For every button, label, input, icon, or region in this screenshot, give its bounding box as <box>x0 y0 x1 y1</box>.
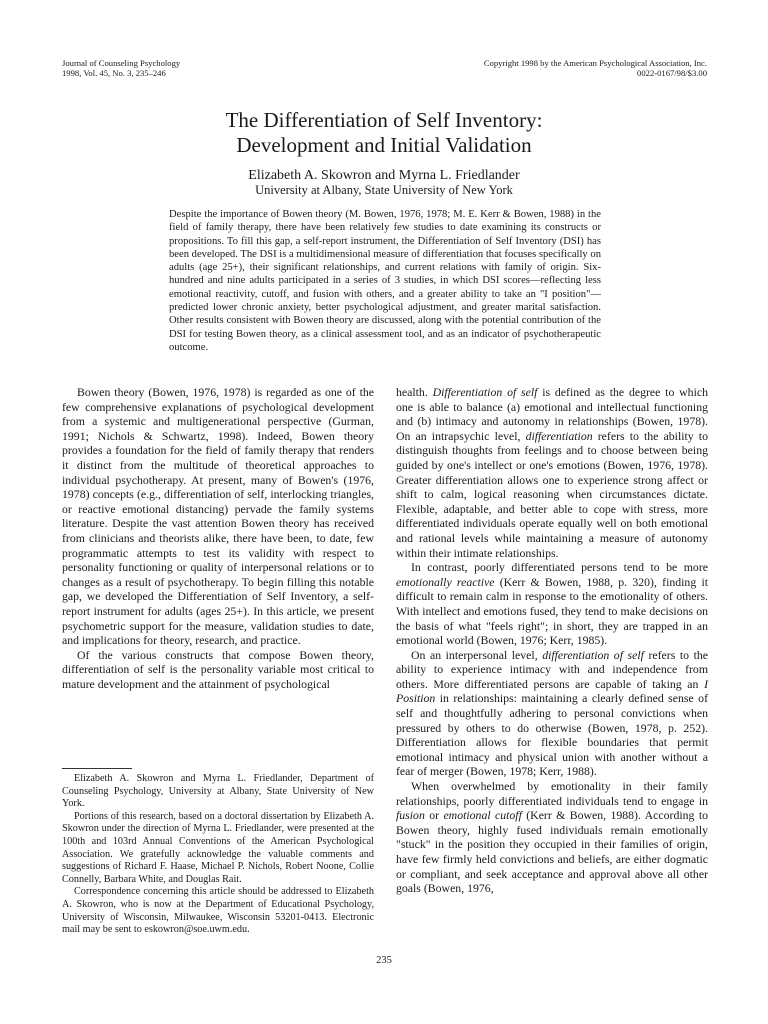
author-note <box>62 773 374 937</box>
body-paragraph <box>396 385 708 560</box>
text-run: in relationships: maintaining a clearly defined sense of self and thoughtfully adhering to personal convictions when pressured by others to do otherwise (Bowen, 1978, p. 252). Differentiation allows for flexible boundaries that permit emotional intimacy and physical union with another without a fear of merger (Bowen, 1978; Kerr, 1988). <box>396 691 708 779</box>
copyright-notice: Copyright 1998 by the American Psychological Association, Inc. <box>483 58 707 68</box>
text-run: (Kerr & Bowen, 1988). According to Bowen theory, highly fused individuals remain emotionally "stuck" in the position they occupied in their families of origin, have few firmly held convictions and beliefs, are either dogmatic or compliant, and seek acceptance and approval above all other goals (Bowen, 1976, <box>396 808 709 896</box>
text-run: When overwhelmed by emotionality in their family relationships, poorly differentiated individuals tend to engage in <box>396 779 708 808</box>
text-run: In contrast, poorly differentiated persons tend to be more <box>411 560 708 575</box>
body-paragraph <box>396 560 708 648</box>
journal-volume: 1998, Vol. 45, No. 3, 235–246 <box>62 68 166 78</box>
footnote-divider <box>62 768 132 769</box>
footnote-correspondence: Correspondence concerning this article should be addressed to Elizabeth A. Skowron, who is now at the Department of Educational Psychology, University of Wisconsin, Milwaukee, Wisconsin 53201-0413. Electronic mail may be sent to eskowron@soe.uwm.edu. <box>62 886 374 936</box>
text-run: refers to the ability to distinguish thoughts from feelings and to choose between being guided by one's intellect or one's emotions (Bowen, 1976, 1978). Greater differentiation allows one to experience strong affect or shift to calm, logical reasoning when circumstances dictate. Flexible, adaptable, and better able to cope with stress, more differentiated individuals operate equally well on both emotional and rational levels while maintaining a measure of autonomy within their intimate relationships. <box>396 428 708 560</box>
author-affiliation: University at Albany, State University of New York <box>255 183 513 197</box>
text-run: is defined as the degree to which one is able to balance (a) emotional and intellectual functioning and (b) intimacy and autonomy in relationships (Bowen, 1978). On an intrapsychic level, <box>396 385 708 443</box>
copyright-header <box>484 58 707 78</box>
journal-header <box>62 58 180 78</box>
right-column <box>396 385 708 896</box>
italic-term: differentiation of self <box>542 647 644 662</box>
article-code: 0022-0167/98/$3.00 <box>637 68 707 78</box>
left-column <box>62 385 374 691</box>
title-line-2: Development and Initial Validation <box>236 133 532 157</box>
text-run: (Kerr & Bowen, 1988, p. 320), finding it difficult to remain calm in response to the emotionality of others. With intellect and emotions fused, they tend to make decisions on the basis of what "feels right"; in short, they are trapped in an emotional world (Bowen, 1976; Kerr, 1985). <box>396 574 708 648</box>
text-run: or <box>424 808 444 823</box>
article-title <box>0 108 768 158</box>
body-paragraph: Bowen theory (Bowen, 1976, 1978) is regarded as one of the few comprehensive explanations of psychological development from a systemic and multigenerational perspective (Gurman, 1991; Nichols & Schwartz, 1998). Indeed, Bowen theory provides a foundation for the field of family therapy that renders it distinct from the multitude of theoretical approaches to individual psychotherapy. At present, many of Bowen's (1976, 1978) concepts (e.g., differentiation of self, interlocking triangles, or reactive emotional distancing) pervade the family systems literature. Despite the vast attention Bowen theory has received from clinicians and theorists alike, there have been, to date, few programmatic attempts to test its validity with respect to personality functioning or quality of interpersonal relations or to changes as a result of psychotherapy. To begin filling this notable gap, we developed the Differentiation of Self Inventory, a self-report instrument for adults (ages 25+). In this article, we present psychometric support for the measure, validation studies to date, and implications for theory, research, and practice. <box>62 385 374 648</box>
italic-term: emotionally reactive <box>396 574 495 589</box>
page-number: 235 <box>376 955 392 966</box>
italic-term: fusion <box>396 808 425 823</box>
journal-name: Journal of Counseling Psychology <box>62 58 181 68</box>
body-paragraph <box>396 648 708 779</box>
abstract: Despite the importance of Bowen theory (M. Bowen, 1976, 1978; M. E. Kerr & Bowen, 1988) in the field of family therapy, there have been relatively few studies to date examining its constructs or propositions. To fill this gap, a self-report instrument, the Differentiation of Self Inventory (DSI) has been developed. The DSI is a multidimensional measure of differentiation that focuses specifically on adults (age 25+), their significant relationships, and current relations with family of origin. Six-hundred and nine adults participated in a series of 3 studies, in which DSI scores—reflecting less emotional reactivity, cutoff, and fusion with others, and a greater ability to take an "I position"—predicted lower chronic anxiety, better psychological adjustment, and greater marital satisfaction. Other results consistent with Bowen theory are discussed, along with the potential contribution of the DSI for testing Bowen theory, as a clinical assessment tool, and as an indicator of psychotherapeutic outcome. <box>169 209 601 353</box>
text-run: refers to the ability to experience intimacy with and independence from others. More differentiated persons are capable of taking an <box>396 647 708 691</box>
text-run: On an interpersonal level, <box>411 647 543 662</box>
footnote-acknowledgments: Portions of this research, based on a doctoral dissertation by Elizabeth A. Skowron under the direction of Myrna L. Friedlander, were presented at the 100th and 103rd Annual Conventions of the American Psychological Association. We gratefully acknowledge the valuable comments and suggestions of Richard F. Haase, Michael P. Nichols, Robert Noone, Collie Connelly, Barbara White, and Douglas Rait. <box>62 810 374 885</box>
italic-term: differentiation <box>525 428 593 443</box>
italic-term: emotional cutoff <box>443 808 522 823</box>
italic-term: I Position <box>396 676 708 706</box>
title-line-1: The Differentiation of Self Inventory: <box>225 108 543 132</box>
body-paragraph: Of the various constructs that compose Bowen theory, differentiation of self is the personality variable most critical to mature development and the attainment of psychological <box>62 647 374 691</box>
author-names: Elizabeth A. Skowron and Myrna L. Friedlander <box>248 168 520 183</box>
footnote-affiliation: Elizabeth A. Skowron and Myrna L. Friedlander, Department of Counseling Psychology, University at Albany, State University of New York. <box>62 773 374 810</box>
text-run: health. <box>396 385 433 399</box>
body-paragraph <box>396 779 708 896</box>
italic-term: Differentiation of self <box>432 385 538 399</box>
